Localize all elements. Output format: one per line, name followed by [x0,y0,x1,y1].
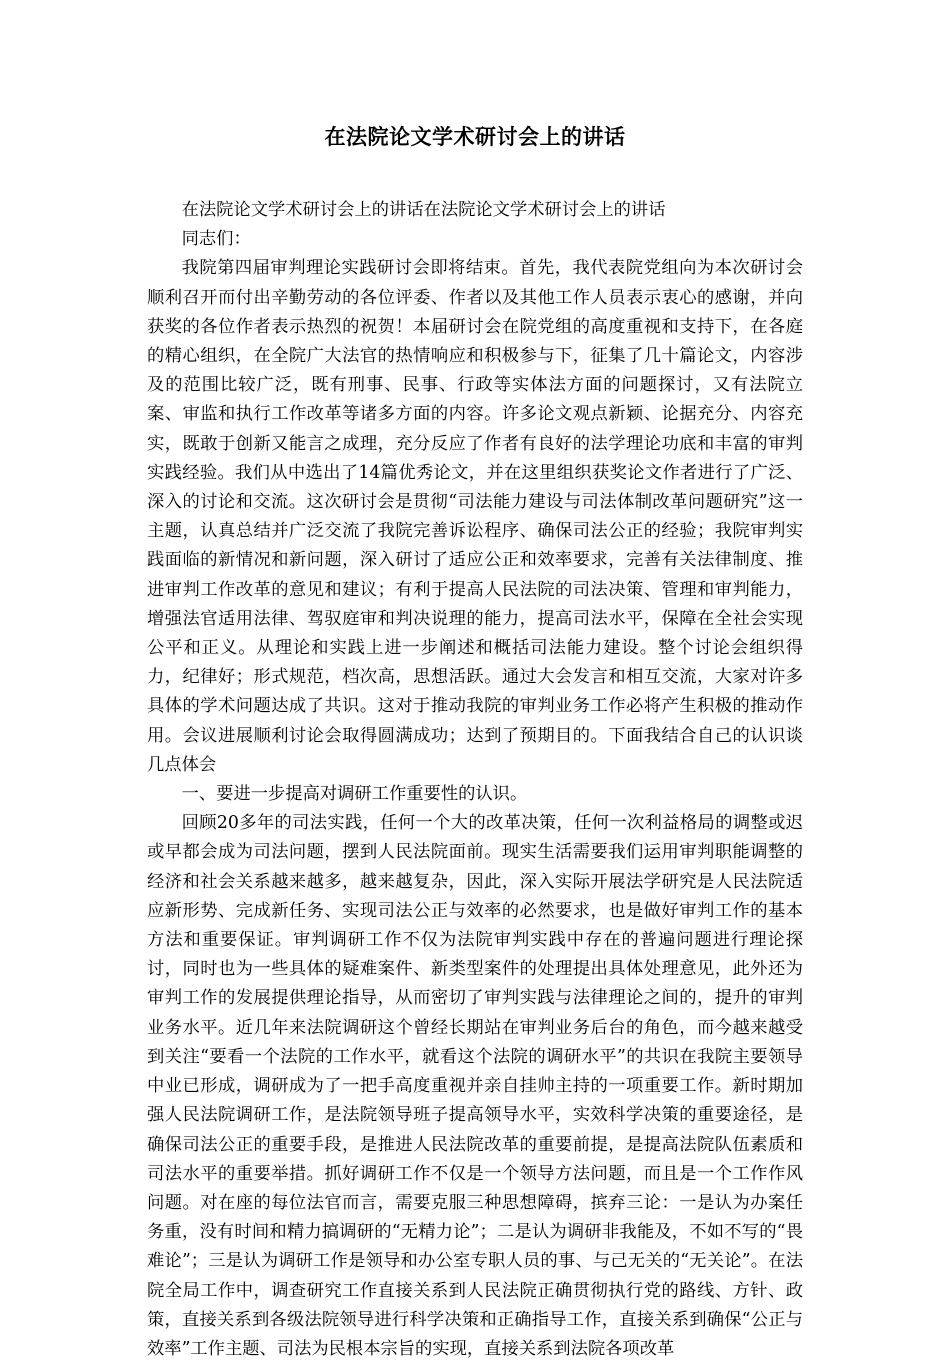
paragraph-section-body: 回顾20多年的司法实践，任何一个大的改革决策，任何一次利益格局的调整或迟或早都会成为司法问题，摆到人民法院面前。现实生活需要我们运用审判职能调整的经济和社会关系越来越多，越来越复杂，因此，深入实际开展法学研究是人民法院适应新形势、完成新任务、实现司法公正与效率的必然要求，也是做好审判工作的基本方法和重要保证。审判调研工作不仅为法院审判实践中存在的普遍问题进行理论探讨，同时也为一些具体的疑难案件、新类型案件的处理提出具体处理意见，此外还为审判工作的发展提供理论指导，从而密切了审判实践与法律理论之间的，提升的审判业务水平。近几年来法院调研这个曾经长期站在审判业务后台的角色，而今越来越受到关注“要看一个法院的工作水平，就看这个法院的调研水平”的共识在我院主要领导中业已形成，调研成为了一把手高度重视并亲自挂帅主持的一项重要工作。新时期加强人民法院调研工作，是法院领导班子提高领导水平，实效科学决策的重要途径，是确保司法公正的重要手段，是推进人民法院改革的重要前提，是提高法院队伍素质和司法水平的重要举措。抓好调研工作不仅是一个领导方法问题，而且是一个工作作风问题。对在座的每位法官而言，需要克服三种思想障碍，摈弃三论：一是认为办案任务重，没有时间和精力搞调研的“无精力论”；二是认为调研非我能及，不如不写的“畏难论”；三是认为调研工作是领导和办公室专职人员的事、与己无关的“无关论”。在法院全局工作中，调查研究工作直接关系到人民法院正确贯彻执行党的路线、方针、政策，直接关系到各级法院领导进行科学决策和正确指导工作，直接关系到确保“公正与效率”工作主题、司法为民根本宗旨的实现，直接关系到法院各项改革 [147,813,803,1359]
paragraph-subtitle: 在法院论文学术研讨会上的讲话在法院论文学术研讨会上的讲话 [181,200,666,220]
paragraph-opening: 我院第四届审判理论实践研讨会即将结束。首先，我代表院党组向为本次研讨会顺利召开而付出辛勤劳动的各位评委、作者以及其他工作人员表示衷心的感谢，并向获奖的各位作者表示热烈的祝贺！本届研讨会在院党组的高度重视和支持下，在各庭的精心组织，在全院广大法官的热情响应和积极参与下，征集了几十篇论文，内容涉及的范围比较广泛，既有刑事、民事、行政等实体法方面的问题探讨，又有法院立案、审监和执行工作改革等诸多方面的内容。许多论文观点新颖、论据充分、内容充实，既敢于创新又能言之成理，充分反应了作者有良好的法学理论功底和丰富的审判实践经验。我们从中选出了14篇优秀论文，并在这里组织获奖论文作者进行了广泛、深入的讨论和交流。这次研讨会是贯彻“司法能力建设与司法体制改革问题研究”这一主题，认真总结并广泛交流了我院完善诉讼程序、确保司法公正的经验；我院审判实践面临的新情况和新问题，深入研讨了适应公正和效率要求，完善有关法律制度、推进审判工作改革的意见和建议；有利于提高人民法院的司法决策、管理和审判能力，增强法官适用法律、驾驭庭审和判决说理的能力，提高司法水平，保障在全社会实现公平和正义。从理论和实践上进一步阐述和概括司法能力建设。整个讨论会组织得力，纪律好；形式规范，档次高，思想活跃。通过大会发言和相互交流，大家对许多具体的学术问题达成了共识。这对于推动我院的审判业务工作必将产生积极的推动作用。会议进展顺利讨论会取得圆满成功；达到了预期目的。下面我结合自己的认识谈几点体会 [147,258,803,775]
document-body [147,196,803,1364]
paragraph-salutation: 同志们： [181,229,251,250]
paragraph-section-heading: 一、要进一步提高对调研工作重要性的认识。 [181,784,528,805]
page-title: 在法院论文学术研讨会上的讲话 [324,124,626,149]
